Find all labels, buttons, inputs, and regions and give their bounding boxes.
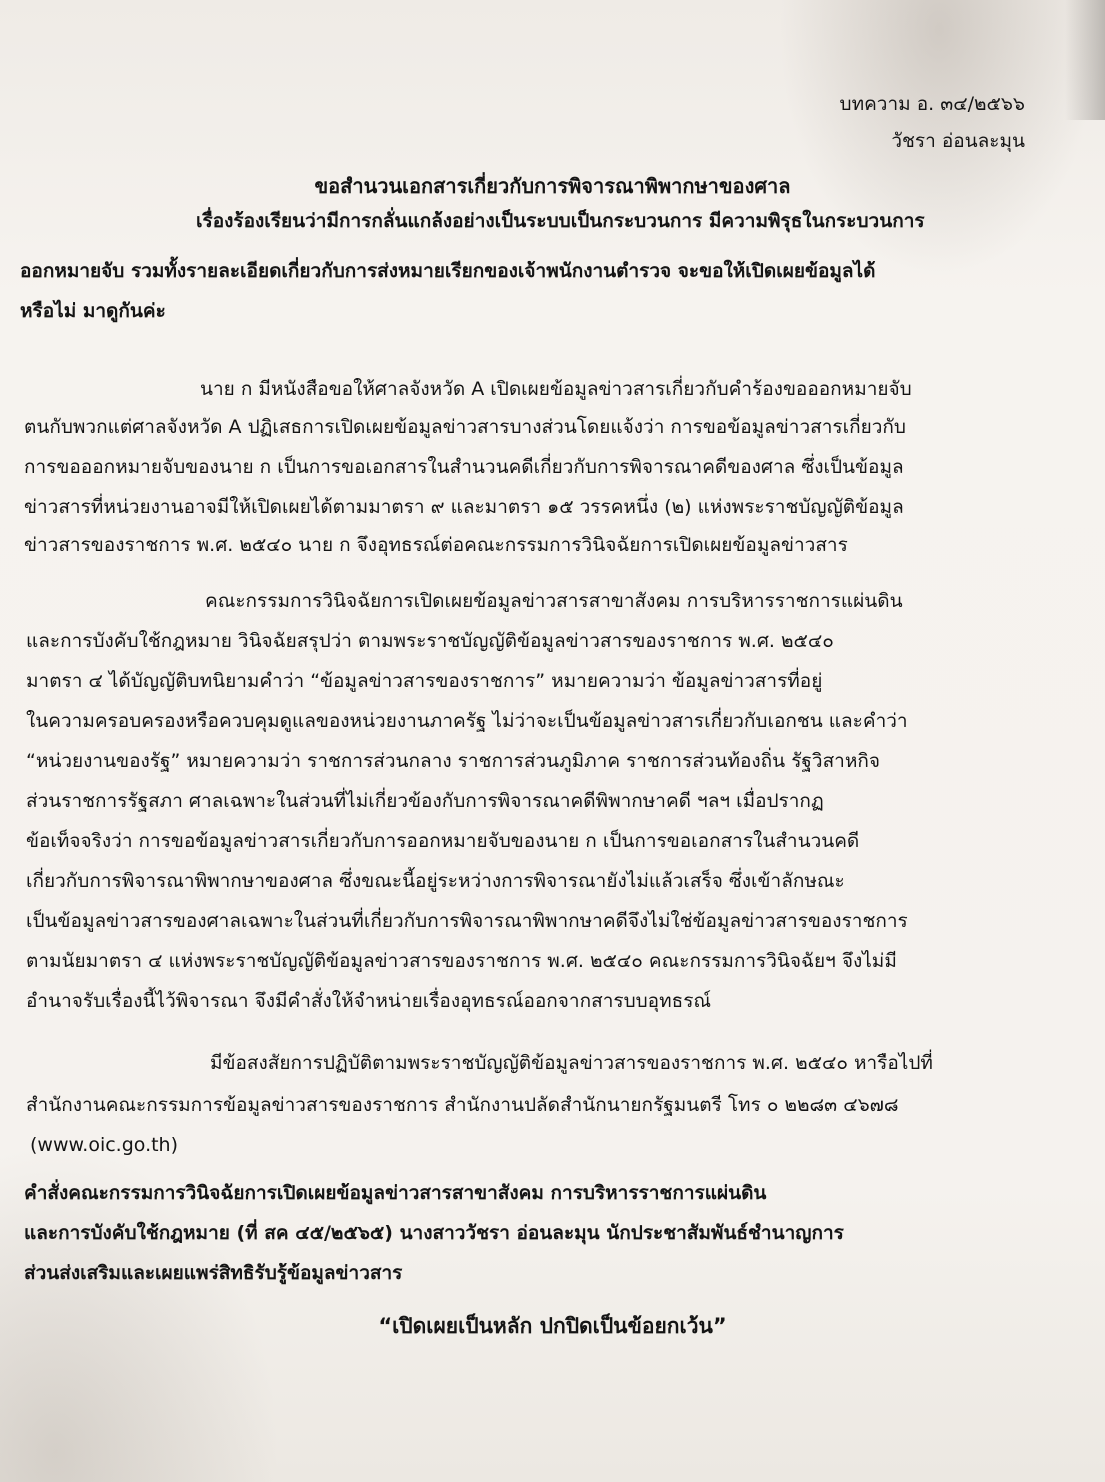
website-text: (www.oic.go.th)	[30, 1134, 179, 1156]
paragraph-line: ตนกับพวกแต่ศาลจังหวัด A ปฏิเสธการเปิดเผยข้อมูลข่าวสารบางส่วนโดยแจ้งว่า การขอข้อมูลข่าวสารเกี่ยวกับ	[24, 416, 906, 438]
paragraph-line: ข้อเท็จจริงว่า การขอข้อมูลข่าวสารเกี่ยวกับการออกหมายจับของนาย ก เป็นการขอเอกสารในสำนวนคดี	[26, 830, 860, 852]
author-name: วัชรา อ่อนละมุน	[891, 130, 1025, 152]
paragraph-line: คณะกรรมการวินิจฉัยการเปิดเผยข้อมูลข่าวสารสาขาสังคม การบริหารราชการแผ่นดิน	[205, 590, 903, 612]
paragraph-line: “หน่วยงานของรัฐ” หมายความว่า ราชการส่วนกลาง ราชการส่วนภูมิภาค ราชการส่วนท้องถิ่น รัฐวิสาหกิจ	[26, 750, 880, 772]
paragraph-line: และการบังคับใช้กฎหมาย วินิจฉัยสรุปว่า ตามพระราชบัญญัติข้อมูลข่าวสารของราชการ พ.ศ. ๒๕๔๐	[26, 630, 834, 652]
paragraph-line: ตามนัยมาตรา ๔ แห่งพระราชบัญญัติข้อมูลข่าวสารของราชการ พ.ศ. ๒๕๔๐ คณะกรรมการวินิจฉัยฯ จึงไม่มี	[26, 950, 897, 972]
scan-shadow	[1065, 0, 1105, 120]
slogan: “เปิดเผยเป็นหลัก ปกปิดเป็นข้อยกเว้น”	[378, 1314, 727, 1338]
document-header	[840, 86, 1025, 160]
contact-line: มีข้อสงสัยการปฏิบัติตามพระราชบัญญัติข้อมูลข่าวสารของราชการ พ.ศ. ๒๕๔๐ หารือไปที่	[210, 1052, 933, 1074]
paragraph-line: ข่าวสารที่หน่วยงานอาจมีให้เปิดเผยได้ตามมาตรา ๙ และมาตรา ๑๕ วรรคหนึ่ง (๒) แห่งพระราชบัญญัติข้อมูล	[24, 496, 904, 518]
reference-line: และการบังคับใช้กฎหมาย (ที่ สค ๔๕/๒๕๖๕) นางสาววัชรา อ่อนละมุน นักประชาสัมพันธ์ชำนาญการ	[24, 1222, 844, 1244]
paragraph-line: มาตรา ๔ ได้บัญญัติบทนิยามคำว่า “ข้อมูลข่าวสารของราชการ” หมายความว่า ข้อมูลข่าวสารที่อยู่	[26, 670, 823, 692]
paragraph-line: ข่าวสารของราชการ พ.ศ. ๒๕๔๐ นาย ก จึงอุทธรณ์ต่อคณะกรรมการวินิจฉัยการเปิดเผยข้อมูลข่าวสาร	[24, 534, 848, 556]
article-reference: บทความ อ. ๓๔/๒๕๖๖	[839, 93, 1025, 115]
document-subtitle: เรื่องร้องเรียนว่ามีการกลั่นแกล้งอย่างเป็นระบบเป็นกระบวนการ มีความพิรุธในกระบวนการ	[196, 210, 925, 232]
paragraph-line: การขอออกหมายจับของนาย ก เป็นการขอเอกสารในสำนวนคดีเกี่ยวกับการพิจารณาคดีของศาล ซึ่งเป็นข้อมูล	[24, 456, 904, 478]
paragraph-line: อำนาจรับเรื่องนี้ไว้พิจารณา จึงมีคำสั่งให้จำหน่ายเรื่องอุทธรณ์ออกจากสารบบอุทธรณ์	[26, 990, 712, 1012]
reference-line: คำสั่งคณะกรรมการวินิจฉัยการเปิดเผยข้อมูลข่าวสารสาขาสังคม การบริหารราชการแผ่นดิน	[24, 1182, 767, 1204]
paragraph-line: ส่วนราชการรัฐสภา ศาลเฉพาะในส่วนที่ไม่เกี่ยวข้องกับการพิจารณาคดีพิพากษาคดี ฯลฯ เมื่อปรากฏ	[26, 790, 824, 812]
paragraph-line: ในความครอบครองหรือควบคุมดูแลของหน่วยงานภาครัฐ ไม่ว่าจะเป็นข้อมูลข่าวสารเกี่ยวกับเอกชน และคำว่า	[26, 710, 908, 732]
intro-line: หรือไม่ มาดูกันค่ะ	[20, 300, 166, 322]
paragraph-line: เป็นข้อมูลข่าวสารของศาลเฉพาะในส่วนที่เกี่ยวกับการพิจารณาพิพากษาคดีจึงไม่ใช่ข้อมูลข่าวสารของราชการ	[26, 910, 908, 932]
intro-line: ออกหมายจับ รวมทั้งรายละเอียดเกี่ยวกับการส่งหมายเรียกของเจ้าพนักงานตำรวจ จะขอให้เปิดเผยข้อมูลได้	[20, 260, 876, 282]
reference-line: ส่วนส่งเสริมและเผยแพร่สิทธิรับรู้ข้อมูลข่าวสาร	[24, 1262, 403, 1284]
document-title: ขอสำนวนเอกสารเกี่ยวกับการพิจารณาพิพากษาของศาล	[314, 174, 791, 198]
paragraph-line: เกี่ยวกับการพิจารณาพิพากษาของศาล ซึ่งขณะนี้อยู่ระหว่างการพิจารณายังไม่แล้วเสร็จ ซึ่งเข้าลักษณะ	[26, 870, 845, 892]
contact-line: สำนักงานคณะกรรมการข้อมูลข่าวสารของราชการ สำนักงานปลัดสำนักนายกรัฐมนตรี โทร ๐ ๒๒๘๓ ๔๖๗๘	[26, 1094, 899, 1116]
paragraph-line: นาย ก มีหนังสือขอให้ศาลจังหวัด A เปิดเผยข้อมูลข่าวสารเกี่ยวกับคำร้องขอออกหมายจับ	[200, 378, 912, 400]
